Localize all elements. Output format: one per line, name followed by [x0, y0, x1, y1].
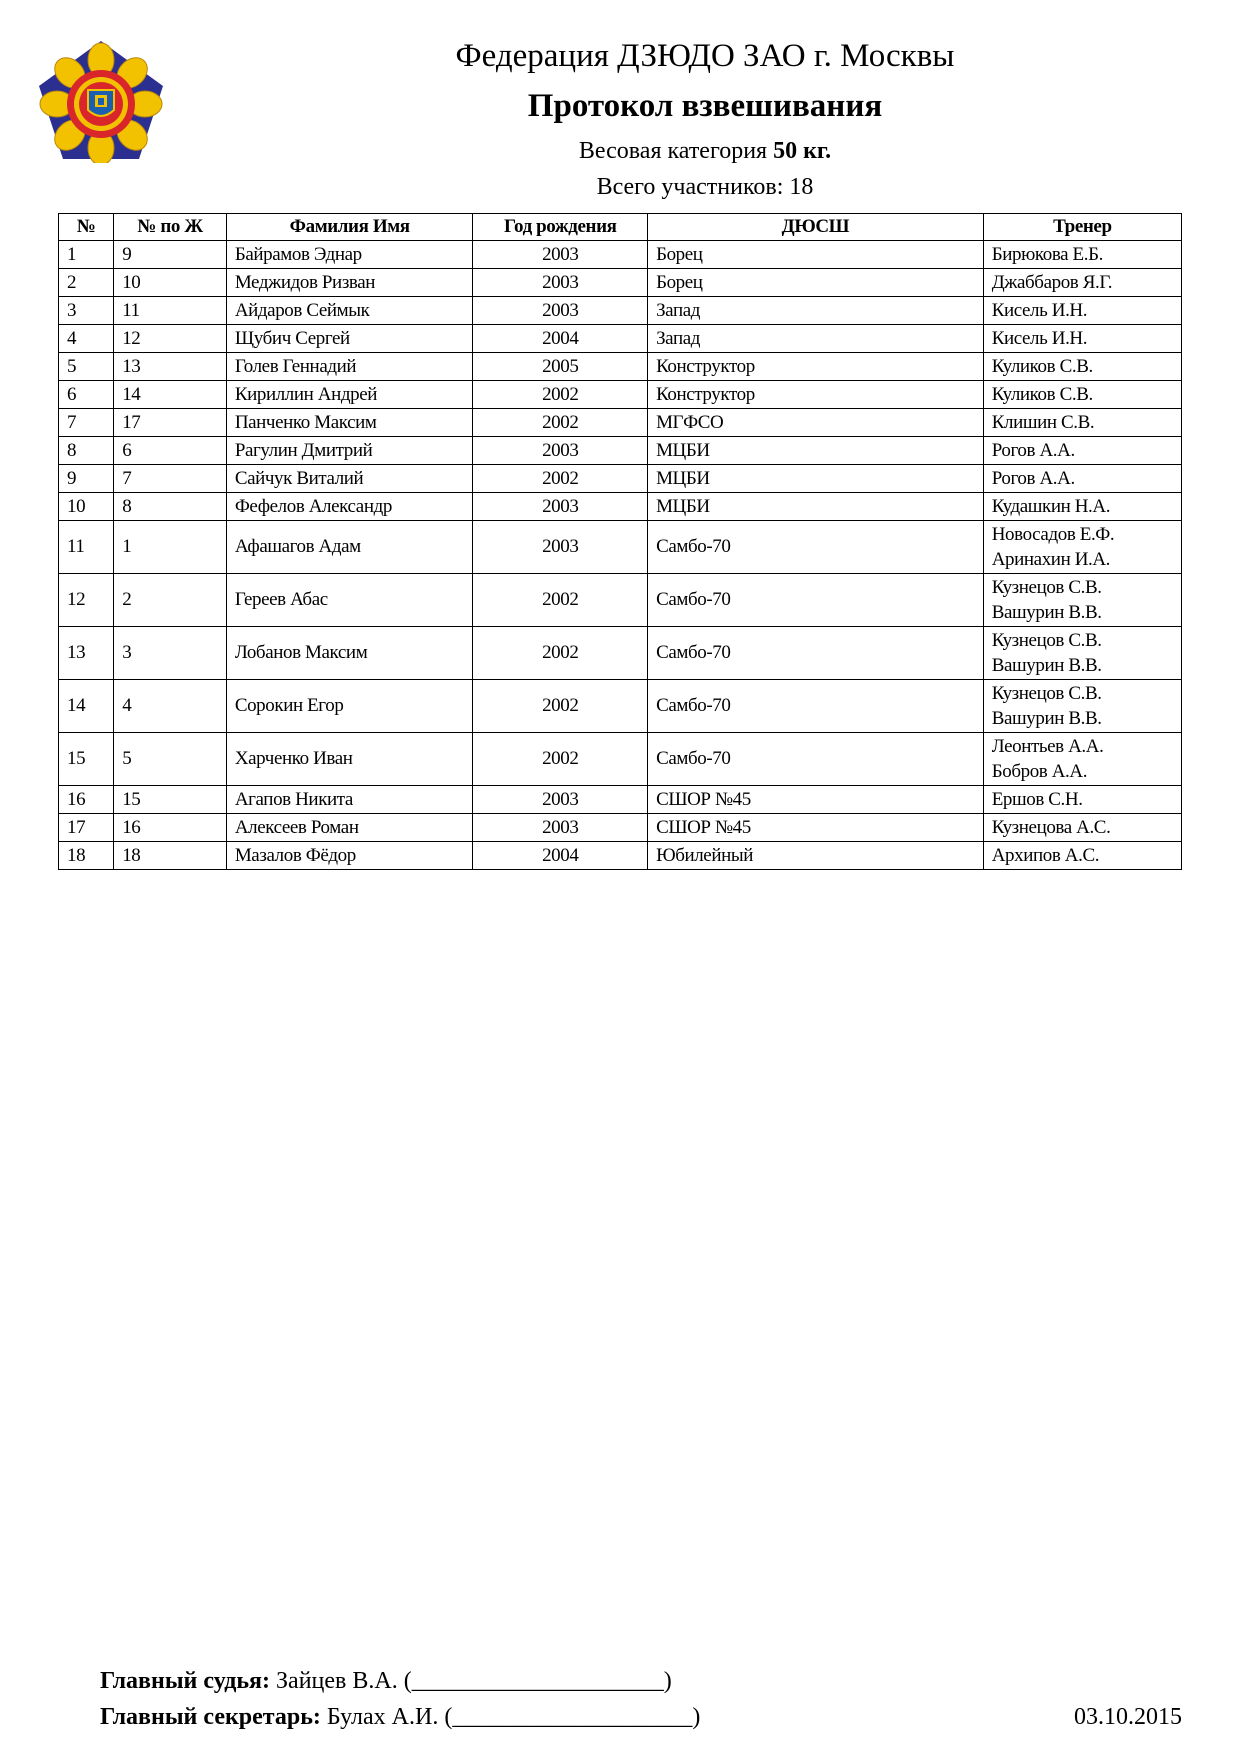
- cell-name: Айдаров Сеймык: [226, 297, 473, 325]
- cell-school: Самбо-70: [648, 680, 984, 733]
- coach-name: Кудашкин Н.А.: [991, 496, 1111, 517]
- coach-name: Вашурин В.В.: [991, 708, 1102, 729]
- cell-draw-number: 5: [114, 733, 227, 786]
- cell-draw-number: 8: [114, 493, 227, 521]
- table-row: [59, 269, 1182, 297]
- coach-name: Кисель И.Н.: [991, 300, 1088, 321]
- cell-coach: [983, 733, 1181, 786]
- cell-name: Сорокин Егор: [226, 680, 473, 733]
- cell-birth-year: 2002: [473, 680, 648, 733]
- cell-coach: [983, 465, 1181, 493]
- cell-school: Борец: [648, 269, 984, 297]
- cell-birth-year: 2003: [473, 297, 648, 325]
- coach-name: Бобров А.А.: [991, 761, 1088, 782]
- coach-name: Бирюкова Е.Б.: [991, 244, 1103, 265]
- cell-coach: [983, 842, 1181, 870]
- cell-name: Панченко Максим: [226, 409, 473, 437]
- coach-name: Кузнецов С.В.: [991, 630, 1102, 651]
- coach-name: Аринахин И.А.: [991, 549, 1111, 570]
- table-row: [59, 521, 1182, 574]
- cell-coach: [983, 786, 1181, 814]
- coach-name: Вашурин В.В.: [991, 655, 1102, 676]
- cell-draw-number: 2: [114, 574, 227, 627]
- cell-number: 2: [59, 269, 114, 297]
- coach-name: Кисель И.Н.: [991, 328, 1088, 349]
- column-header-number: №: [59, 214, 114, 241]
- cell-school: Запад: [648, 297, 984, 325]
- weight-category-value: 50 кг.: [773, 138, 832, 164]
- cell-draw-number: 4: [114, 680, 227, 733]
- chief-secretary-signature: [100, 1704, 700, 1731]
- cell-draw-number: 9: [114, 241, 227, 269]
- cell-school: Юбилейный: [648, 842, 984, 870]
- federation-name: Федерация ДЗЮДО ЗАО г. Москвы: [455, 38, 955, 74]
- cell-number: 16: [59, 786, 114, 814]
- weight-category: [380, 138, 1030, 165]
- cell-number: 1: [59, 241, 114, 269]
- table-row: [59, 297, 1182, 325]
- cell-number: 3: [59, 297, 114, 325]
- cell-coach: [983, 437, 1181, 465]
- table-row: [59, 409, 1182, 437]
- document-date: 03.10.2015: [1074, 1704, 1182, 1730]
- cell-birth-year: 2003: [473, 814, 648, 842]
- cell-number: 8: [59, 437, 114, 465]
- cell-school: МЦБИ: [648, 493, 984, 521]
- cell-name: Кириллин Андрей: [226, 381, 473, 409]
- cell-coach: [983, 409, 1181, 437]
- coach-name: Рогов А.А.: [991, 468, 1075, 489]
- chief-secretary-signature-line: (____________________): [444, 1704, 701, 1730]
- cell-coach: [983, 627, 1181, 680]
- cell-school: Самбо-70: [648, 733, 984, 786]
- cell-coach: [983, 297, 1181, 325]
- cell-name: Сайчук Виталий: [226, 465, 473, 493]
- coach-name: Архипов А.С.: [991, 845, 1100, 866]
- coach-name: Ершов С.Н.: [991, 789, 1083, 810]
- column-header-birth-year: Год рождения: [473, 214, 648, 241]
- cell-birth-year: 2004: [473, 325, 648, 353]
- cell-school: СШОР №45: [648, 814, 984, 842]
- column-header-coach: Тренер: [983, 214, 1181, 241]
- document-title: Протокол взвешивания: [527, 88, 883, 124]
- cell-name: Агапов Никита: [226, 786, 473, 814]
- table-header-row: [59, 214, 1182, 241]
- table-row: [59, 241, 1182, 269]
- cell-number: 5: [59, 353, 114, 381]
- table-row: [59, 353, 1182, 381]
- cell-coach: [983, 353, 1181, 381]
- cell-school: Конструктор: [648, 381, 984, 409]
- judo-federation-emblem-icon: [36, 38, 166, 163]
- cell-number: 12: [59, 574, 114, 627]
- cell-name: Меджидов Ризван: [226, 269, 473, 297]
- table-row: [59, 437, 1182, 465]
- coach-name: Клишин С.В.: [991, 412, 1095, 433]
- cell-birth-year: 2003: [473, 521, 648, 574]
- participants-total: [380, 174, 1030, 201]
- cell-draw-number: 7: [114, 465, 227, 493]
- cell-draw-number: 11: [114, 297, 227, 325]
- chief-judge-signature: [100, 1668, 672, 1695]
- coach-name: Куликов С.В.: [991, 356, 1093, 377]
- cell-birth-year: 2003: [473, 437, 648, 465]
- cell-draw-number: 12: [114, 325, 227, 353]
- cell-number: 11: [59, 521, 114, 574]
- chief-judge-label: Главный судья:: [100, 1668, 271, 1694]
- cell-number: 7: [59, 409, 114, 437]
- cell-draw-number: 13: [114, 353, 227, 381]
- cell-birth-year: 2002: [473, 465, 648, 493]
- cell-number: 9: [59, 465, 114, 493]
- cell-school: Самбо-70: [648, 627, 984, 680]
- cell-name: Афашагов Адам: [226, 521, 473, 574]
- cell-coach: [983, 574, 1181, 627]
- cell-school: Конструктор: [648, 353, 984, 381]
- cell-birth-year: 2005: [473, 353, 648, 381]
- table-row: [59, 493, 1182, 521]
- table-row: [59, 814, 1182, 842]
- cell-coach: [983, 241, 1181, 269]
- coach-name: Джаббаров Я.Г.: [991, 272, 1113, 293]
- cell-draw-number: 16: [114, 814, 227, 842]
- cell-coach: [983, 814, 1181, 842]
- cell-school: СШОР №45: [648, 786, 984, 814]
- cell-draw-number: 15: [114, 786, 227, 814]
- cell-number: 13: [59, 627, 114, 680]
- cell-name: Рагулин Дмитрий: [226, 437, 473, 465]
- table-row: [59, 325, 1182, 353]
- cell-draw-number: 1: [114, 521, 227, 574]
- coach-name: Кузнецова А.С.: [991, 817, 1111, 838]
- coach-name: Вашурин В.В.: [991, 602, 1102, 623]
- cell-birth-year: 2002: [473, 733, 648, 786]
- cell-draw-number: 3: [114, 627, 227, 680]
- column-header-school: ДЮСШ: [648, 214, 984, 241]
- participants-total-label: Всего участников:: [596, 174, 784, 200]
- cell-birth-year: 2003: [473, 786, 648, 814]
- chief-judge-signature-line: (_____________________): [403, 1668, 672, 1694]
- coach-name: Кузнецов С.В.: [991, 683, 1102, 704]
- weigh-in-table: [58, 213, 1182, 870]
- cell-coach: [983, 325, 1181, 353]
- cell-number: 6: [59, 381, 114, 409]
- chief-secretary-name: Булах А.И.: [326, 1704, 439, 1730]
- cell-name: Фефелов Александр: [226, 493, 473, 521]
- cell-birth-year: 2003: [473, 269, 648, 297]
- cell-school: Самбо-70: [648, 574, 984, 627]
- coach-name: Куликов С.В.: [991, 384, 1093, 405]
- cell-name: Щубич Сергей: [226, 325, 473, 353]
- cell-birth-year: 2003: [473, 493, 648, 521]
- cell-name: Лобанов Максим: [226, 627, 473, 680]
- cell-birth-year: 2002: [473, 381, 648, 409]
- table-row: [59, 680, 1182, 733]
- cell-draw-number: 10: [114, 269, 227, 297]
- cell-coach: [983, 680, 1181, 733]
- coach-name: Новосадов Е.Ф.: [991, 524, 1115, 545]
- coach-name: Кузнецов С.В.: [991, 577, 1102, 598]
- cell-school: МЦБИ: [648, 437, 984, 465]
- cell-number: 4: [59, 325, 114, 353]
- table-row: [59, 574, 1182, 627]
- cell-number: 15: [59, 733, 114, 786]
- cell-name: Голев Геннадий: [226, 353, 473, 381]
- cell-number: 14: [59, 680, 114, 733]
- column-header-draw-number: № по Ж: [114, 214, 227, 241]
- cell-birth-year: 2004: [473, 842, 648, 870]
- cell-coach: [983, 493, 1181, 521]
- cell-name: Харченко Иван: [226, 733, 473, 786]
- cell-number: 10: [59, 493, 114, 521]
- participants-total-value: 18: [789, 174, 814, 200]
- table-row: [59, 381, 1182, 409]
- table-row: [59, 842, 1182, 870]
- cell-number: 17: [59, 814, 114, 842]
- weight-category-label: Весовая категория: [578, 138, 768, 164]
- cell-draw-number: 17: [114, 409, 227, 437]
- coach-name: Леонтьев А.А.: [991, 736, 1104, 757]
- cell-birth-year: 2002: [473, 627, 648, 680]
- cell-birth-year: 2002: [473, 574, 648, 627]
- cell-coach: [983, 521, 1181, 574]
- cell-coach: [983, 381, 1181, 409]
- table-row: [59, 733, 1182, 786]
- chief-secretary-label: Главный секретарь:: [100, 1704, 321, 1730]
- cell-name: Гереев Абас: [226, 574, 473, 627]
- table-row: [59, 786, 1182, 814]
- cell-school: Запад: [648, 325, 984, 353]
- table-row: [59, 627, 1182, 680]
- cell-school: Самбо-70: [648, 521, 984, 574]
- cell-draw-number: 18: [114, 842, 227, 870]
- cell-birth-year: 2003: [473, 241, 648, 269]
- chief-judge-name: Зайцев В.А.: [276, 1668, 398, 1694]
- cell-school: Борец: [648, 241, 984, 269]
- cell-school: МЦБИ: [648, 465, 984, 493]
- cell-birth-year: 2002: [473, 409, 648, 437]
- cell-draw-number: 14: [114, 381, 227, 409]
- table-row: [59, 465, 1182, 493]
- cell-name: Алексеев Роман: [226, 814, 473, 842]
- cell-number: 18: [59, 842, 114, 870]
- cell-name: Байрамов Эднар: [226, 241, 473, 269]
- cell-draw-number: 6: [114, 437, 227, 465]
- cell-coach: [983, 269, 1181, 297]
- column-header-name: Фамилия Имя: [226, 214, 473, 241]
- cell-name: Мазалов Фёдор: [226, 842, 473, 870]
- coach-name: Рогов А.А.: [991, 440, 1075, 461]
- cell-school: МГФСО: [648, 409, 984, 437]
